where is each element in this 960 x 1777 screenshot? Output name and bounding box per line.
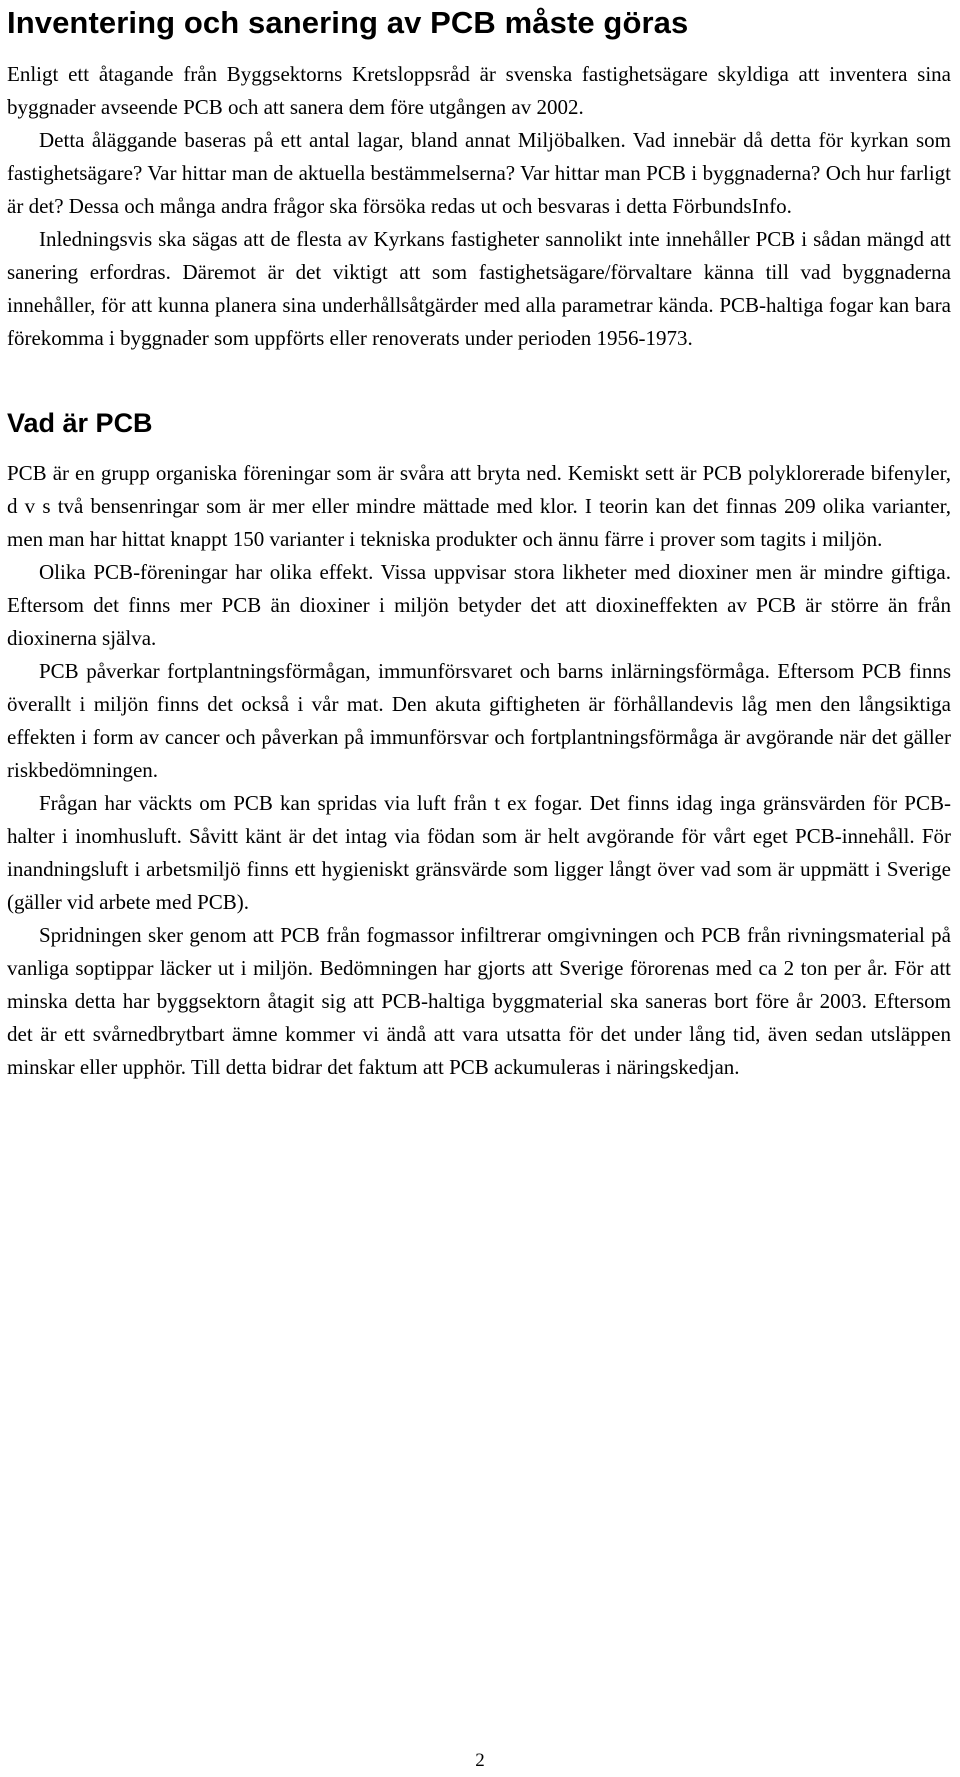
section-heading: Vad är PCB	[7, 408, 153, 438]
intro-paragraph: Inledningsvis ska sägas att de flesta av Kyrkans fastigheter sannolikt inte innehåller PCB i sådan mängd att sanering erfordras. Däremot är det viktigt att som fastighetsägare/förvaltare känna till vad byggnaderna innehåller, för att kunna planera sina underhållsåtgärder med alla parametrar kända. PCB-haltiga fogar kan bara förekomma i byggnader som uppförts eller renoverats under perioden 1956-1973.	[7, 227, 951, 350]
document-title: Inventering och sanering av PCB måste göras	[7, 5, 689, 40]
intro-paragraph: Enligt ett åtagande från Byggsektorns Kretsloppsråd är svenska fastighetsägare skyldiga att inventera sina byggnader avseende PCB och att sanera dem före utgången av 2002.	[7, 62, 951, 119]
intro-paragraph: Detta åläggande baseras på ett antal lagar, bland annat Miljöbalken. Vad innebär då detta för kyrkan som fastighetsägare? Var hittar man de aktuella bestämmelserna? Var hittar man PCB i byggnaderna? Och hur farligt är det? Dessa och många andra frågor ska försöka redas ut och besvaras i detta FörbundsInfo.	[7, 128, 951, 218]
section-body	[7, 457, 951, 1084]
page-number: 2	[475, 1750, 485, 1771]
body-paragraph: PCB påverkar fortplantningsförmågan, immunförsvaret och barns inlärningsförmåga. Eftersom PCB finns överallt i miljön finns det också i vår mat. Den akuta giftigheten är förhållandevis låg men den långsiktiga effekten i form av cancer och påverkan på immunförsvar och fortplantningsförmåga är avgörande när det gäller riskbedömningen.	[7, 659, 951, 782]
document-page	[7, 0, 951, 1084]
body-paragraph: Spridningen sker genom att PCB från fogmassor infiltrerar omgivningen och PCB från rivningsmaterial på vanliga soptippar läcker ut i miljön. Bedömningen har gjorts att Sverige förorenas med ca 2 ton per år. För att minska detta har byggsektorn åtagit sig att PCB-haltiga byggmaterial ska saneras bort före år 2003. Eftersom det är ett svårnedbrytbart ämne kommer vi ändå att vara utsatta för det under lång tid, även sedan utsläppen minskar eller upphör. Till detta bidrar det faktum att PCB ackumuleras i näringskedjan.	[7, 923, 951, 1079]
body-paragraph: PCB är en grupp organiska föreningar som är svåra att bryta ned. Kemiskt sett är PCB polyklorerade bifenyler, d v s två bensenringar som är mer eller mindre mättade med klor. I teorin kan det finnas 209 olika varianter, men man har hittat knappt 150 varianter i tekniska produkter och ännu färre i prover som tagits i miljön.	[7, 461, 951, 551]
body-paragraph: Olika PCB-föreningar har olika effekt. Vissa uppvisar stora likheter med dioxiner men är mindre giftiga. Eftersom det finns mer PCB än dioxiner i miljön betyder det att dioxineffekten av PCB är större än från dioxinerna själva.	[7, 560, 951, 650]
body-paragraph: Frågan har väckts om PCB kan spridas via luft från t ex fogar. Det finns idag inga gränsvärden för PCB-halter i inomhusluft. Såvitt känt är det intag via födan som är helt avgörande för vårt eget PCB-innehåll. För inandningsluft i arbetsmiljö finns ett hygieniskt gränsvärde som ligger långt över vad som är uppmätt i Sverige (gäller vid arbete med PCB).	[7, 791, 951, 914]
intro-section	[7, 58, 951, 355]
